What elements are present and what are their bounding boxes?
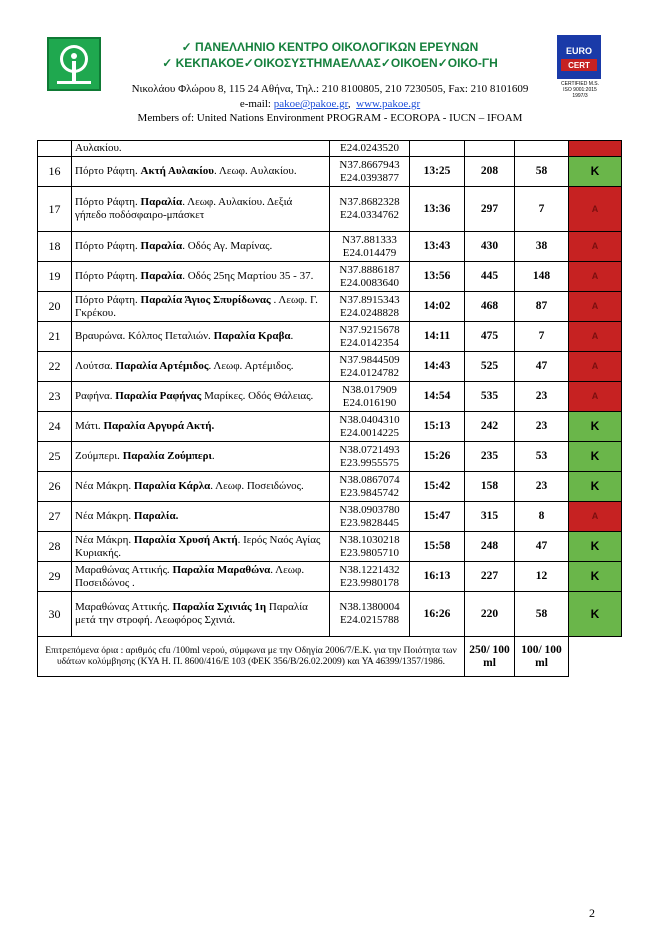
eurocert-bottom-text: CERT — [568, 61, 590, 70]
time-cell: 13:36 — [410, 187, 465, 232]
row-number-cell: 26 — [38, 472, 72, 502]
location-text: . Λεωφ. Αρτέμιδος. — [208, 360, 294, 372]
coords-cell — [330, 442, 410, 472]
ecoli-value-cell: 468 — [465, 292, 515, 322]
ecoli-value-cell: 248 — [465, 532, 515, 562]
ecoli-value-cell: 158 — [465, 472, 515, 502]
location-text: Νέα Μάκρη. — [75, 480, 134, 492]
latitude: N37.8886187 — [339, 263, 400, 276]
website-link[interactable]: www.pakoe.gr — [356, 98, 421, 110]
row-number-cell: 16 — [38, 157, 72, 187]
limits-note: Επιτρεπόμενα όρια : αριθμός cfu /100ml νερού, σύμφωνα με την Οδηγία 2006/7/Ε.Κ. για την Ποιότητα των υδάτων κολύμβησης (ΚΥΑ Η. Π. 8600/416/Ε 103 (ΦΕΚ 356/Β/26.02.2009) και ΥΑ 46399/1357/1986. — [38, 637, 465, 677]
beach-name: Παραλία Κάρλα — [133, 480, 211, 492]
location-cell — [72, 412, 330, 442]
table-row — [38, 442, 622, 472]
row-number-cell: 19 — [38, 262, 72, 292]
email-link[interactable]: pakoe@pakoe.gr — [273, 98, 348, 110]
email-label: e-mail: — [239, 98, 274, 110]
quality-cell: K — [569, 157, 622, 187]
location-text: . — [211, 450, 215, 462]
location-cell: Αυλακίου. — [72, 141, 330, 157]
location-text: Νέα Μάκρη. — [75, 533, 134, 546]
beach-name: Παραλία Ραφήνας — [115, 390, 202, 402]
coords-cell — [330, 157, 410, 187]
enterococci-value-cell: 148 — [515, 262, 569, 292]
time-cell: 14:54 — [410, 382, 465, 412]
coords-cell — [330, 502, 410, 532]
table-row — [38, 157, 622, 187]
location-text: . — [290, 330, 294, 342]
location-cell — [72, 532, 330, 562]
enterococci-value-cell: 23 — [515, 382, 569, 412]
ecoli-value-cell: 242 — [465, 412, 515, 442]
enterococci-value-cell: 58 — [515, 592, 569, 637]
table-row — [38, 472, 622, 502]
location-cell — [72, 187, 330, 232]
location-text: Πόρτο Ράφτη. — [75, 165, 141, 177]
beach-name: Παραλία Αρτέμιδος — [115, 360, 209, 372]
beach-name: Παραλία Ζούμπερι — [122, 450, 212, 462]
address-line: Νικολάου Φλώρου 8, 115 24 Αθήνα, Τηλ.: 210 8100805, 210 7230505, Fax: 210 8101609 — [131, 83, 529, 95]
latitude: N38.0721493 — [339, 443, 400, 456]
enterococci-value-cell: 23 — [515, 472, 569, 502]
location-cell — [72, 232, 330, 262]
time-cell: 15:13 — [410, 412, 465, 442]
enterococci-value-cell: 12 — [515, 562, 569, 592]
location-text: . Λεωφ. Ποσειδώνος . — [75, 563, 305, 589]
longitude: E24.0248828 — [340, 306, 399, 319]
contact-line: e-mail: pakoe@pakoe.gr, www.pakoe.gr — [239, 98, 421, 110]
table-row — [38, 382, 622, 412]
coords-cell — [330, 382, 410, 412]
time-cell: 13:25 — [410, 157, 465, 187]
longitude: E24.0215788 — [340, 614, 399, 626]
members-line: Members of: United Nations Environment PROGRAM - ECOROPA - IUCN – IFOAM — [137, 112, 523, 124]
longitude: E24.014479 — [342, 246, 397, 259]
enterococci-value-cell: 47 — [515, 352, 569, 382]
longitude: E24.0142354 — [340, 336, 399, 349]
quality-cell: K — [569, 412, 622, 442]
beach-name: Παραλία. — [133, 510, 179, 522]
time-cell: 14:02 — [410, 292, 465, 322]
location-text: Μάτι. — [75, 420, 104, 432]
table-row — [38, 232, 622, 262]
longitude: E24.0083640 — [340, 276, 399, 289]
coords-cell: E24.0243520 — [330, 141, 410, 157]
location-cell — [72, 592, 330, 637]
table-row — [38, 262, 622, 292]
beach-name: Παραλία Κραβα — [213, 330, 291, 342]
ecoli-value-cell: 297 — [465, 187, 515, 232]
row-number-cell: 30 — [38, 592, 72, 637]
row-number-cell: 27 — [38, 502, 72, 532]
quality-cell: A — [569, 352, 622, 382]
location-text: Νέα Μάκρη. — [75, 510, 134, 522]
location-text: . Οδός 25ης Μαρτίου 35 - 37. — [182, 270, 314, 282]
longitude: E24.0124782 — [340, 366, 399, 379]
longitude: E23.9955575 — [340, 456, 399, 469]
table-row — [38, 352, 622, 382]
longitude: E24.0014225 — [340, 426, 399, 439]
latitude: N38.017909 — [342, 383, 397, 396]
latitude: N37.8682328 — [339, 196, 400, 208]
table-row — [38, 532, 622, 562]
location-cell — [72, 292, 330, 322]
coords-cell — [330, 292, 410, 322]
enterococci-value-cell: 23 — [515, 412, 569, 442]
latitude: N38.1030218 — [339, 533, 400, 546]
row-number-cell: 28 — [38, 532, 72, 562]
coords-cell — [330, 232, 410, 262]
coords-cell — [330, 187, 410, 232]
enterococci-value-cell: 53 — [515, 442, 569, 472]
longitude: E24.0334762 — [340, 209, 399, 221]
latitude: N38.0867074 — [339, 473, 400, 486]
ecoli-value-cell: 525 — [465, 352, 515, 382]
row-number-cell: 23 — [38, 382, 72, 412]
location-cell — [72, 322, 330, 352]
latitude: N38.0404310 — [339, 413, 400, 426]
row-number-cell: 20 — [38, 292, 72, 322]
longitude: E24.016190 — [342, 396, 397, 409]
location-text: Πόρτο Ράφτη. — [75, 293, 141, 306]
location-cell — [72, 157, 330, 187]
time-cell: 15:47 — [410, 502, 465, 532]
location-text: . Οδός Αγ. Μαρίνας. — [182, 240, 273, 252]
beach-name: Παραλία Σχινιάς 1η — [172, 601, 267, 613]
enterococci-value-cell: 58 — [515, 157, 569, 187]
location-text: Μαρίκες. Οδός Θάλειας. — [201, 390, 314, 402]
location-text: . Λεωφ. Αυλακίου. — [213, 165, 297, 177]
row-number-cell: 17 — [38, 187, 72, 232]
ecoli-value-cell: 208 — [465, 157, 515, 187]
coords-cell — [330, 322, 410, 352]
quality-cell: A — [569, 322, 622, 352]
enterococci-value-cell: 7 — [515, 322, 569, 352]
location-cell — [72, 262, 330, 292]
location-text: . Ιερός Ναός Αγίας Κυριακής. — [75, 533, 321, 559]
table-row — [38, 322, 622, 352]
quality-cell: A — [569, 262, 622, 292]
table-row — [38, 292, 622, 322]
coords-cell — [330, 562, 410, 592]
location-text: Πόρτο Ράφτη. — [75, 270, 141, 282]
row-number-cell: 24 — [38, 412, 72, 442]
coords-cell — [330, 592, 410, 637]
location-text: Πόρτο Ράφτη. — [75, 196, 141, 208]
coords-cell — [330, 472, 410, 502]
row-number-cell: 25 — [38, 442, 72, 472]
coords-cell — [330, 262, 410, 292]
location-text: . Λεωφ. Ποσειδώνος. — [210, 480, 304, 492]
ecoli-value-cell: 430 — [465, 232, 515, 262]
time-cell: 16:13 — [410, 562, 465, 592]
quality-cell: A — [569, 292, 622, 322]
quality-cell: A — [569, 502, 622, 532]
table-row — [38, 412, 622, 442]
coords-cell — [330, 532, 410, 562]
beach-name: Παραλία Άγιος Σπυρίδωνας — [140, 293, 271, 306]
longitude: E24.0393877 — [340, 171, 399, 184]
beach-name: Παραλία — [140, 196, 183, 208]
eurocert-top-text: EURO — [565, 46, 593, 56]
row-number-cell: 21 — [38, 322, 72, 352]
row-number-cell: 29 — [38, 562, 72, 592]
row-number-cell: 22 — [38, 352, 72, 382]
latitude: N38.0903780 — [339, 503, 400, 516]
cert-caption: CERTIFIED M.S. ISO 9001:2015 1997/3 — [561, 81, 599, 99]
longitude: E23.9805710 — [340, 546, 399, 559]
location-text: . Λεωφ. Αυλακίου. Δεξιά γήπεδο ποδόσφαιρο-μπάσκετ — [75, 196, 293, 221]
ecoli-value-cell: 227 — [465, 562, 515, 592]
location-text: Λούτσα. — [75, 360, 116, 372]
beach-name: Παραλία Αργυρά Ακτή. — [103, 420, 215, 432]
location-text: Βραυρώνα. Κόλπος Πεταλιών. — [75, 330, 214, 342]
time-cell: 15:42 — [410, 472, 465, 502]
table-row-partial — [38, 141, 622, 157]
time-cell: 15:26 — [410, 442, 465, 472]
location-cell — [72, 352, 330, 382]
enterococci-value-cell: 47 — [515, 532, 569, 562]
beach-water-table — [37, 140, 622, 677]
org-name-line1: ✓ ΠΑΝΕΛΛΗΝΙΟ ΚΕΝΤΡΟ ΟΙΚΟΛΟΓΙΚΩΝ ΕΡΕΥΝΩΝ — [181, 40, 479, 54]
time-cell: 16:26 — [410, 592, 465, 637]
latitude: N37.9844509 — [339, 353, 400, 366]
quality-cell: K — [569, 472, 622, 502]
location-text: Πόρτο Ράφτη. — [75, 240, 141, 252]
enterococci-value-cell: 38 — [515, 232, 569, 262]
longitude: E23.9980178 — [340, 576, 399, 589]
page-number: 2 — [589, 906, 595, 920]
coords-cell — [330, 412, 410, 442]
time-cell: 14:43 — [410, 352, 465, 382]
quality-cell — [569, 141, 622, 157]
location-text: Ραφήνα. — [75, 390, 116, 402]
ecoli-value-cell: 475 — [465, 322, 515, 352]
quality-cell: K — [569, 442, 622, 472]
longitude: E23.9845742 — [340, 486, 399, 499]
table-row — [38, 502, 622, 532]
table-row — [38, 187, 622, 232]
enterococci-value-cell: 8 — [515, 502, 569, 532]
eurocert-logo — [557, 35, 601, 79]
latitude: N37.8915343 — [339, 293, 400, 306]
org-name-line2: ✓ ΚΕΚΠΑΚΟΕ✓ΟΙΚΟΣΥΣΤΗΜΑΕΛΛΑΣ✓ΟΙΚΟΕΝ✓ΟΙΚΟ-ΓΗ — [162, 56, 498, 70]
location-cell — [72, 382, 330, 412]
latitude: N37.881333 — [342, 233, 397, 246]
time-cell: 15:58 — [410, 532, 465, 562]
time-cell: 14:11 — [410, 322, 465, 352]
latitude: N38.1221432 — [339, 563, 400, 576]
limit-ecoli: 250/ 100 ml — [465, 637, 515, 677]
beach-name: Παραλία — [140, 270, 183, 282]
location-text: Μαραθώνας Αττικής. — [75, 563, 173, 576]
time-cell: 13:43 — [410, 232, 465, 262]
enterococci-value-cell: 87 — [515, 292, 569, 322]
ecoli-value-cell: 235 — [465, 442, 515, 472]
location-cell — [72, 562, 330, 592]
beach-name: Ακτή Αυλακίου — [140, 165, 214, 177]
location-text: Ζούμπερι. — [75, 450, 123, 462]
table-row — [38, 592, 622, 637]
table-row — [38, 562, 622, 592]
quality-cell: K — [569, 562, 622, 592]
location-text: Μαραθώνας Αττικής. — [75, 601, 173, 613]
ecoli-value-cell: 445 — [465, 262, 515, 292]
location-cell — [72, 502, 330, 532]
row-number-cell: 18 — [38, 232, 72, 262]
beach-name: Παραλία Χρυσή Ακτή — [133, 533, 238, 546]
limit-enterococci: 100/ 100 ml — [515, 637, 569, 677]
latitude: N37.8667943 — [339, 158, 400, 171]
time-cell: 13:56 — [410, 262, 465, 292]
location-cell — [72, 472, 330, 502]
location-text: Παραλία μετά την στροφή. Λεωφόρος Σχινιά. — [75, 601, 308, 626]
ecoli-value-cell: 220 — [465, 592, 515, 637]
beach-name: Παραλία Μαραθώνα — [172, 563, 271, 576]
enterococci-value-cell: 7 — [515, 187, 569, 232]
beach-name: Παραλία — [140, 240, 183, 252]
quality-cell: K — [569, 592, 622, 637]
location-cell — [72, 442, 330, 472]
limits-row — [38, 637, 622, 677]
ecoli-value-cell: 315 — [465, 502, 515, 532]
latitude: N38.1380004 — [339, 601, 400, 613]
longitude: E23.9828445 — [340, 516, 399, 529]
ecoli-value-cell: 535 — [465, 382, 515, 412]
coords-cell — [330, 352, 410, 382]
quality-cell: K — [569, 532, 622, 562]
quality-cell: A — [569, 232, 622, 262]
location-text: . Λεωφ. Γ. Γκρέκου. — [75, 293, 318, 319]
letterhead — [0, 0, 660, 135]
quality-cell: A — [569, 382, 622, 412]
latitude: N37.9215678 — [339, 323, 400, 336]
quality-cell: A — [569, 187, 622, 232]
